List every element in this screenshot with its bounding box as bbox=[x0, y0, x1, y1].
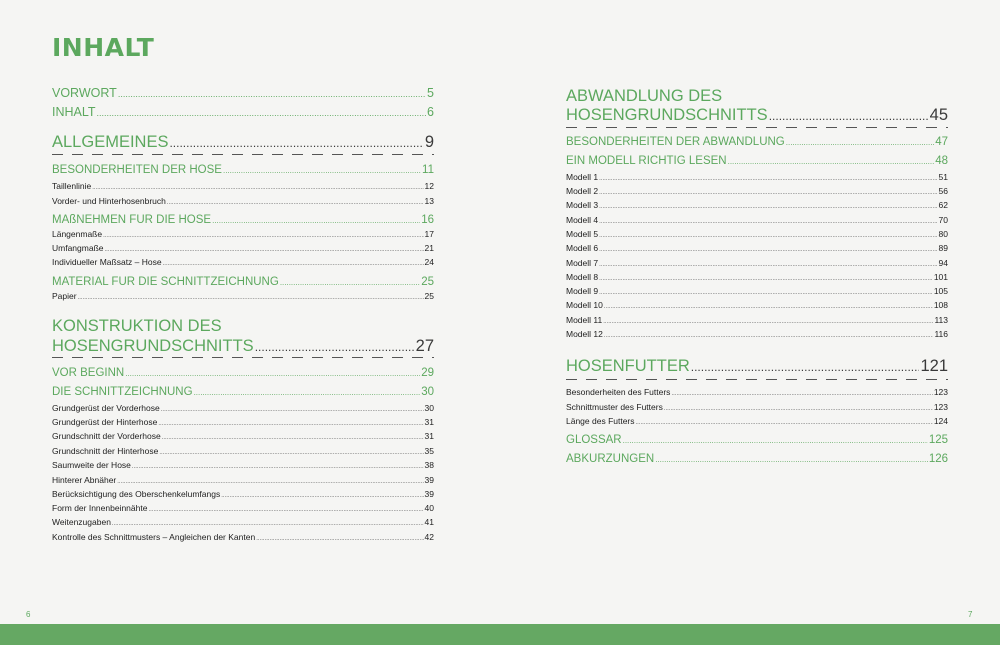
toc-dot-leader bbox=[97, 108, 427, 118]
toc-entry-title: MATERIAL FÜR DIE SCHNITTZEICHNUNG bbox=[52, 276, 279, 288]
toc-dot-leader bbox=[603, 319, 933, 325]
toc-entry-title: Vorder- und Hinterhosenbruch bbox=[52, 196, 166, 206]
toc-entry-title: Umfangmaße bbox=[52, 243, 104, 253]
toc-entry-title: Taillenlinie bbox=[52, 181, 92, 191]
toc-entry-title: Form der Innenbeinnähte bbox=[52, 503, 148, 513]
toc-entry-title: Länge des Futters bbox=[566, 416, 635, 426]
toc-dot-leader bbox=[604, 333, 934, 339]
toc-entry-page: 89 bbox=[938, 243, 948, 253]
toc-entry-page: 108 bbox=[933, 300, 948, 310]
toc-entry-page: 25 bbox=[424, 291, 434, 301]
toc-dot-leader bbox=[161, 407, 424, 413]
toc-entry[interactable] bbox=[566, 200, 948, 210]
toc-entry-page: 80 bbox=[938, 229, 948, 239]
toc-dot-leader bbox=[655, 455, 928, 464]
toc-entry-title: BESONDERHEITEN DER HOSE bbox=[52, 164, 222, 176]
toc-entry-title: ALLGEMEINES bbox=[52, 133, 169, 151]
toc-entry-page: 94 bbox=[938, 258, 948, 268]
toc-entry[interactable] bbox=[52, 532, 434, 542]
page-title: INHALT bbox=[52, 33, 155, 62]
toc-dot-leader bbox=[599, 219, 937, 225]
toc-entry[interactable] bbox=[52, 403, 434, 413]
toc-chapter-konstruktion-line1[interactable]: KONSTRUKTION DES bbox=[52, 317, 222, 335]
toc-entry-title: Grundschnitt der Vorderhose bbox=[52, 431, 161, 441]
toc-entry-title: BESONDERHEITEN DER ABWANDLUNG bbox=[566, 136, 785, 148]
page-number-left: 6 bbox=[26, 610, 31, 619]
toc-entry-title: Berücksichtigung des Oberschenkelumfangs bbox=[52, 489, 221, 499]
toc-entry-title: Grundgerüst der Hinterhose bbox=[52, 417, 158, 427]
toc-entry[interactable] bbox=[52, 417, 434, 427]
toc-entry-page: 40 bbox=[424, 503, 434, 513]
toc-entry-title: Grundgerüst der Vorderhose bbox=[52, 403, 160, 413]
toc-entry-page: 126 bbox=[928, 453, 948, 465]
toc-dot-leader bbox=[599, 247, 937, 253]
toc-dot-leader bbox=[599, 190, 937, 196]
toc-chapter-abwandlung[interactable] bbox=[566, 106, 948, 126]
toc-entry[interactable] bbox=[52, 196, 434, 206]
toc-dot-leader bbox=[221, 493, 423, 499]
toc-entry-page: 121 bbox=[920, 357, 948, 375]
page-number-right: 7 bbox=[968, 610, 973, 619]
toc-dot-leader bbox=[599, 276, 933, 282]
toc-entry[interactable] bbox=[52, 291, 434, 301]
toc-dot-leader bbox=[92, 185, 423, 191]
toc-entry[interactable] bbox=[52, 503, 434, 513]
toc-entry-title: HOSENFUTTER bbox=[566, 357, 690, 375]
toc-entry[interactable] bbox=[52, 386, 434, 398]
toc-entry-title: Modell 3 bbox=[566, 200, 599, 210]
toc-dot-leader bbox=[103, 233, 423, 239]
toc-entry-page: 39 bbox=[424, 475, 434, 485]
toc-dot-leader bbox=[664, 406, 933, 412]
toc-dot-leader bbox=[162, 435, 424, 441]
toc-dot-leader bbox=[167, 200, 424, 206]
toc-entry[interactable] bbox=[52, 133, 434, 153]
toc-entry-page: 31 bbox=[424, 417, 434, 427]
toc-entry-title: HOSENGRUNDSCHNITTS bbox=[52, 337, 254, 355]
toc-entry[interactable] bbox=[52, 214, 434, 226]
toc-entry-page: 56 bbox=[938, 186, 948, 196]
toc-entry-title: VORWORT bbox=[52, 86, 117, 100]
toc-entry[interactable] bbox=[52, 105, 434, 119]
toc-entry[interactable] bbox=[52, 276, 434, 288]
toc-entry-page: 17 bbox=[424, 229, 434, 239]
toc-dot-leader bbox=[599, 262, 937, 268]
toc-entry[interactable] bbox=[566, 243, 948, 253]
toc-entry-title: MAßNEHMEN FÜR DIE HOSE bbox=[52, 214, 212, 226]
toc-entry-title: Modell 10 bbox=[566, 300, 603, 310]
toc-entry[interactable] bbox=[52, 229, 434, 239]
toc-entry[interactable] bbox=[566, 402, 948, 412]
toc-entry-title: INHALT bbox=[52, 105, 96, 119]
toc-entry-page: 45 bbox=[929, 106, 948, 124]
toc-dot-leader bbox=[223, 166, 421, 175]
toc-dot-leader bbox=[599, 204, 937, 210]
toc-dot-leader bbox=[280, 278, 420, 287]
toc-entry-title: Kontrolle des Schnittmusters – Angleichen der Kanten bbox=[52, 532, 256, 542]
toc-entry-page: 123 bbox=[933, 387, 948, 397]
toc-dot-leader bbox=[169, 134, 423, 153]
chapter-dash-divider bbox=[52, 357, 434, 358]
toc-entry-page: 6 bbox=[427, 105, 434, 119]
toc-entry-title: Individueller Maßsatz – Hose bbox=[52, 257, 162, 267]
chapter-dash-divider bbox=[566, 127, 948, 128]
toc-entry-title: EIN MODELL RICHTIG LESEN bbox=[566, 155, 727, 167]
toc-entry[interactable] bbox=[566, 155, 948, 167]
toc-chapter-abwandlung-line1[interactable]: ABWANDLUNG DES bbox=[566, 87, 723, 105]
toc-entry-page: 70 bbox=[938, 215, 948, 225]
toc-entry-page: 51 bbox=[938, 172, 948, 182]
toc-entry-page: 5 bbox=[427, 86, 434, 100]
toc-dot-leader bbox=[132, 464, 424, 470]
toc-entry-page: 24 bbox=[424, 257, 434, 267]
toc-entry-page: 31 bbox=[424, 431, 434, 441]
toc-entry-title: DIE SCHNITTZEICHNUNG bbox=[52, 386, 193, 398]
toc-entry-page: 29 bbox=[421, 367, 434, 379]
toc-dot-leader bbox=[636, 420, 933, 426]
toc-entry[interactable] bbox=[52, 489, 434, 499]
toc-entry-title: Modell 1 bbox=[566, 172, 599, 182]
toc-entry[interactable] bbox=[566, 357, 948, 377]
toc-entry[interactable] bbox=[52, 431, 434, 441]
toc-entry-page: 38 bbox=[424, 460, 434, 470]
toc-dot-leader bbox=[256, 536, 423, 542]
toc-entry-title: VOR BEGINN bbox=[52, 367, 125, 379]
toc-entry-title: Modell 7 bbox=[566, 258, 599, 268]
toc-entry-page: 41 bbox=[424, 517, 434, 527]
toc-entry-page: 123 bbox=[933, 402, 948, 412]
toc-entry-page: 105 bbox=[933, 286, 948, 296]
toc-dot-leader bbox=[255, 338, 415, 357]
toc-dot-leader bbox=[604, 304, 933, 310]
toc-entry[interactable] bbox=[52, 460, 434, 470]
toc-entry-page: 116 bbox=[934, 329, 948, 339]
toc-dot-leader bbox=[671, 391, 932, 397]
toc-entry-page: 27 bbox=[415, 337, 434, 355]
toc-entry-title: Modell 12 bbox=[566, 329, 603, 339]
toc-dot-leader bbox=[148, 507, 423, 513]
toc-entry[interactable] bbox=[566, 258, 948, 268]
toc-dot-leader bbox=[105, 247, 424, 253]
toc-entry-title: Grundschnitt der Hinterhose bbox=[52, 446, 159, 456]
toc-dot-leader bbox=[599, 176, 937, 182]
toc-entry[interactable] bbox=[566, 229, 948, 239]
toc-entry-title: Hinterer Abnäher bbox=[52, 475, 117, 485]
toc-entry[interactable] bbox=[566, 286, 948, 296]
toc-dot-leader bbox=[769, 107, 929, 126]
toc-dot-leader bbox=[117, 479, 423, 485]
toc-dot-leader bbox=[212, 216, 420, 225]
toc-dot-leader bbox=[194, 388, 421, 397]
toc-entry-page: 47 bbox=[935, 136, 948, 148]
chapter-dash-divider bbox=[566, 379, 948, 380]
toc-dot-leader bbox=[728, 157, 935, 166]
toc-entry-title: Modell 6 bbox=[566, 243, 599, 253]
toc-dot-leader bbox=[112, 521, 424, 527]
toc-dot-leader bbox=[118, 89, 426, 99]
toc-dot-leader bbox=[158, 421, 423, 427]
footer-bar bbox=[0, 624, 1000, 645]
toc-entry[interactable] bbox=[52, 86, 434, 100]
toc-entry[interactable] bbox=[52, 243, 434, 253]
toc-entry-title: Modell 2 bbox=[566, 186, 599, 196]
toc-entry[interactable] bbox=[566, 172, 948, 182]
toc-entry-title: Modell 8 bbox=[566, 272, 599, 282]
toc-dot-leader bbox=[599, 290, 933, 296]
toc-entry[interactable] bbox=[566, 453, 948, 465]
toc-entry-page: 42 bbox=[424, 532, 434, 542]
toc-entry[interactable] bbox=[52, 446, 434, 456]
toc-dot-leader bbox=[78, 295, 424, 301]
toc-entry-title: Modell 5 bbox=[566, 229, 599, 239]
toc-entry-page: 12 bbox=[424, 181, 434, 191]
toc-entry[interactable] bbox=[52, 181, 434, 191]
toc-entry[interactable] bbox=[52, 164, 434, 176]
toc-entry[interactable] bbox=[52, 257, 434, 267]
toc-entry-page: 35 bbox=[424, 446, 434, 456]
toc-dot-leader bbox=[599, 233, 937, 239]
toc-entry-title: Besonderheiten des Futters bbox=[566, 387, 671, 397]
toc-dot-leader bbox=[623, 436, 928, 445]
toc-entry-title: GLOSSAR bbox=[566, 434, 622, 446]
toc-entry-title: Papier bbox=[52, 291, 77, 301]
toc-entry-page: 21 bbox=[424, 243, 434, 253]
toc-entry-title: HOSENGRUNDSCHNITTS bbox=[566, 106, 768, 124]
toc-entry-page: 48 bbox=[935, 155, 948, 167]
toc-entry-page: 124 bbox=[933, 416, 948, 426]
toc-dot-leader bbox=[159, 450, 423, 456]
toc-entry-page: 113 bbox=[934, 315, 948, 325]
toc-entry[interactable] bbox=[566, 272, 948, 282]
toc-entry-page: 125 bbox=[928, 434, 948, 446]
toc-entry[interactable] bbox=[566, 387, 948, 397]
toc-entry-title: Schnittmuster des Futters bbox=[566, 402, 663, 412]
toc-entry-title: Modell 4 bbox=[566, 215, 599, 225]
toc-entry[interactable] bbox=[566, 315, 948, 325]
toc-entry-title: Längenmaße bbox=[52, 229, 103, 239]
toc-entry-page: 101 bbox=[933, 272, 948, 282]
toc-entry[interactable] bbox=[52, 517, 434, 527]
toc-entry-title: Saumweite der Hose bbox=[52, 460, 131, 470]
toc-entry[interactable] bbox=[566, 434, 948, 446]
toc-entry[interactable] bbox=[566, 186, 948, 196]
toc-entry-page: 13 bbox=[424, 196, 434, 206]
toc-entry-title: ABKÜRZUNGEN bbox=[566, 453, 655, 465]
toc-entry-page: 39 bbox=[424, 489, 434, 499]
toc-entry-page: 62 bbox=[938, 200, 948, 210]
toc-entry-page: 16 bbox=[421, 214, 434, 226]
toc-entry-page: 9 bbox=[424, 133, 434, 151]
toc-entry[interactable] bbox=[52, 367, 434, 379]
toc-entry[interactable] bbox=[52, 475, 434, 485]
toc-entry-title: Modell 11 bbox=[566, 315, 603, 325]
toc-entry[interactable] bbox=[566, 300, 948, 310]
toc-dot-leader bbox=[691, 358, 920, 377]
toc-entry-title: Modell 9 bbox=[566, 286, 599, 296]
chapter-dash-divider bbox=[52, 154, 434, 155]
toc-entry-page: 30 bbox=[421, 386, 434, 398]
toc-dot-leader bbox=[163, 261, 424, 267]
toc-entry-title: Weitenzugaben bbox=[52, 517, 111, 527]
toc-entry-page: 30 bbox=[424, 403, 434, 413]
toc-entry[interactable] bbox=[566, 416, 948, 426]
toc-entry[interactable] bbox=[566, 215, 948, 225]
toc-chapter-konstruktion[interactable] bbox=[52, 337, 434, 357]
toc-entry-page: 11 bbox=[422, 164, 434, 176]
toc-dot-leader bbox=[125, 369, 420, 378]
toc-entry-page: 25 bbox=[421, 276, 434, 288]
toc-entry[interactable] bbox=[566, 329, 948, 339]
toc-entry[interactable] bbox=[566, 136, 948, 148]
toc-dot-leader bbox=[786, 138, 934, 147]
